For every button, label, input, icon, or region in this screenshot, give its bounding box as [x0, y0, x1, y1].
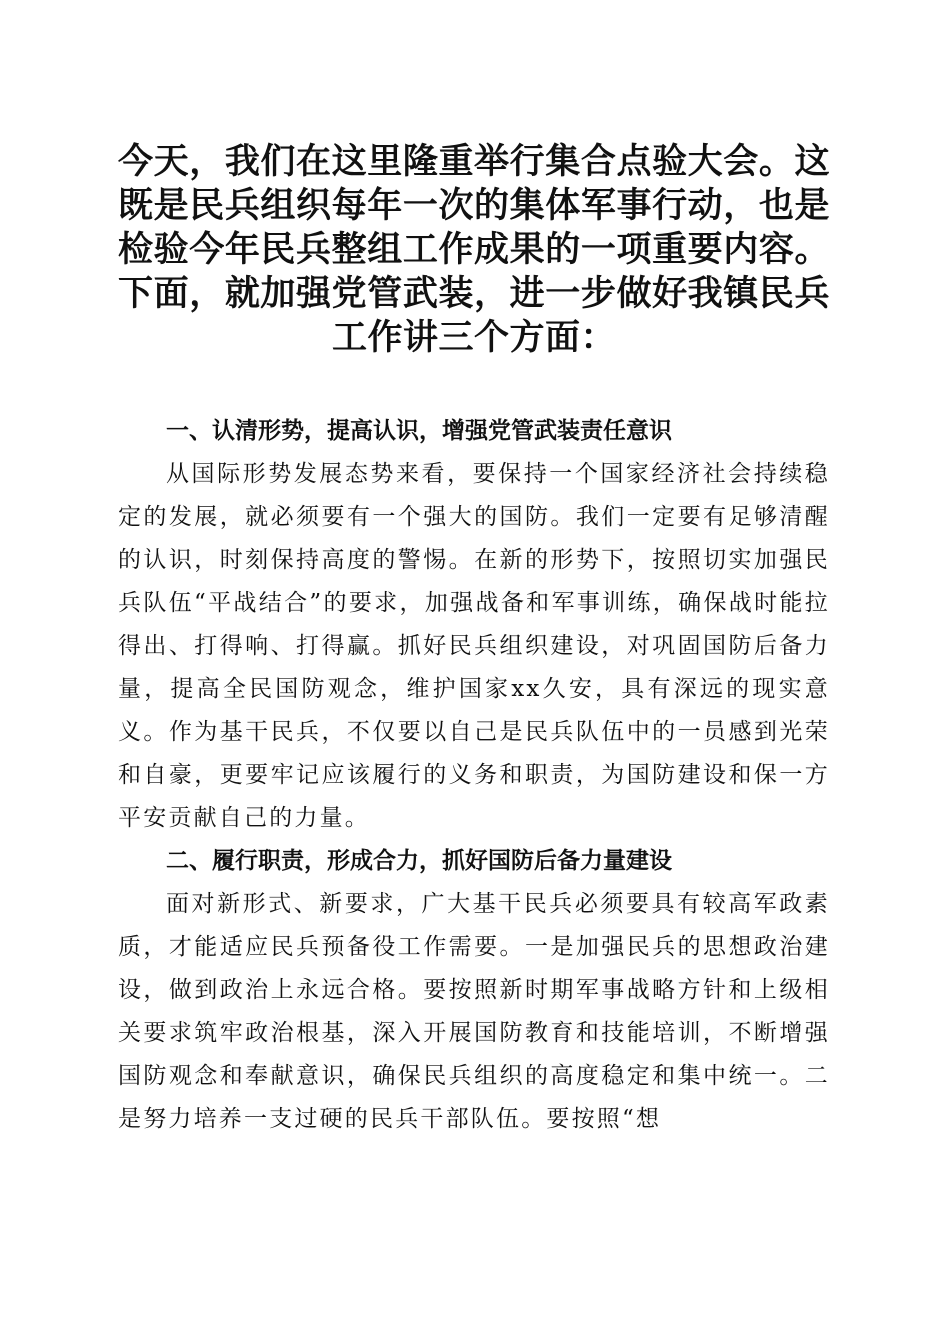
section-paragraph-2: 面对新形式、新要求，广大基干民兵必须要具有较高军政素质，才能适应民兵预备役工作需要。一是加强民兵的思想政治建设，做到政治上永远合格。要按照新时期军事战略方针和上级相关要求筑牢政治根基，深入开展国防教育和技能培训，不断增强国防观念和奉献意识，确保民兵组织的高度稳定和集中统一。二是努力培养一支过硬的民兵干部队伍。要按照“想 [118, 891, 830, 1132]
section-heading-2: 二、履行职责，形成合力，抓好国防后备力量建设 [166, 848, 672, 874]
document-title: 今天，我们在这里隆重举行集合点验大会。这既是民兵组织每年一次的集体军事行动，也是检验今年民兵整组工作成果的一项重要内容。下面，就加强党管武装，进一步做好我镇民兵工作讲三个方面： [118, 142, 830, 358]
section-heading-1: 一、认清形势，提高认识，增强党管武装责任意识 [166, 418, 672, 444]
document-body [118, 410, 830, 1141]
section-paragraph-1: 从国际形势发展态势来看，要保持一个国家经济社会持续稳定的发展，就必须要有一个强大的国防。我们一定要有足够清醒的认识，时刻保持高度的警惕。在新的形势下，按照切实加强民兵队伍“平战结合”的要求，加强战备和军事训练，确保战时能拉得出、打得响、打得赢。抓好民兵组织建设，对巩固国防后备力量，提高全民国防观念，维护国家xx久安，具有深远的现实意义。作为基干民兵，不仅要以自己是民兵队伍中的一员感到光荣和自豪，更要牢记应该履行的义务和职责，为国防建设和保一方平安贡献自己的力量。 [118, 461, 830, 831]
